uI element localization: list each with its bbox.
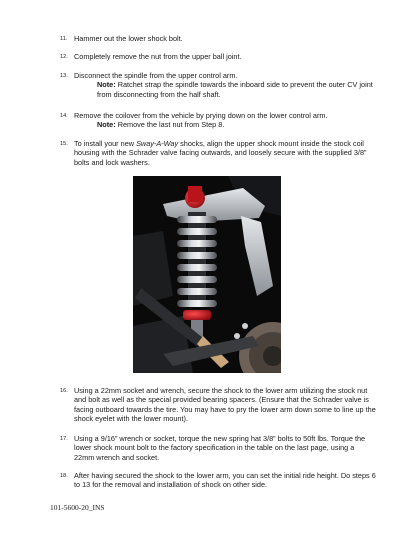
note-text: Remove the last nut from Step 8. xyxy=(117,120,225,130)
coilover-installed-photo xyxy=(133,176,281,373)
step-note xyxy=(97,80,376,99)
step-text-end: shocks, align the upper shock mount inside the stock coil housing with the Schrader valve facing outwards, and loosely secure with the supplied 3/8” bolts and lock washers. xyxy=(74,139,367,167)
step-text: Completely remove the nut from the upper ball joint. xyxy=(74,52,242,61)
step-note xyxy=(97,120,376,129)
step-13 xyxy=(60,71,376,99)
step-number: 13. xyxy=(60,72,68,79)
note-text: Ratchet strap the spindle towards the inboard side to prevent the outer CV joint from disconnecting from the half shaft. xyxy=(97,80,373,99)
brand-name: Sway-A-Way xyxy=(136,139,179,148)
step-text: After having secured the shock to the lower arm, you can set the initial ride height. Do steps 6 to 13 for the removal and installation of shock on other side. xyxy=(74,471,376,490)
step-text: Remove the coilover from the vehicle by prying down on the lower control arm. xyxy=(74,111,328,120)
step-number: 14. xyxy=(60,112,68,119)
document-id: 101-5600-20_INS xyxy=(50,503,105,512)
step-text xyxy=(74,139,376,167)
step-16 xyxy=(60,386,376,424)
step-15 xyxy=(60,139,376,167)
step-11 xyxy=(60,34,376,43)
note-label: Note: xyxy=(97,120,116,130)
step-number: 11. xyxy=(60,35,68,42)
step-18 xyxy=(60,471,376,490)
step-number: 17. xyxy=(60,435,68,442)
step-text: Using a 22mm socket and wrench, secure the shock to the lower arm utilizing the stock nut and bolt as well as the special provided bearing spacers. (Ensure that the Schrader valve is facing outboard towards the tire. You may have to pry the lower arm down some to line up the shock eyelet with the lower mount). xyxy=(74,386,376,424)
step-14 xyxy=(60,111,376,130)
step-text: Using a 9/16” wrench or socket, torque the new spring hat 3/8” bolts to 50ft lbs. Torque the lower shock mount bolt to the factory specification in the table on the last page, using a 22mm wrench and socket. xyxy=(74,434,366,462)
step-text: Disconnect the spindle from the upper control arm. xyxy=(74,71,238,80)
step-text: Hammer out the lower shock bolt. xyxy=(74,34,183,43)
step-text-start: To install your new xyxy=(74,139,137,148)
step-12 xyxy=(60,52,376,61)
step-number: 18. xyxy=(60,472,68,479)
step-number: 15. xyxy=(60,140,68,147)
note-label: Note: xyxy=(97,80,116,90)
step-17 xyxy=(60,434,376,462)
step-number: 12. xyxy=(60,53,68,60)
step-number: 16. xyxy=(60,387,68,394)
